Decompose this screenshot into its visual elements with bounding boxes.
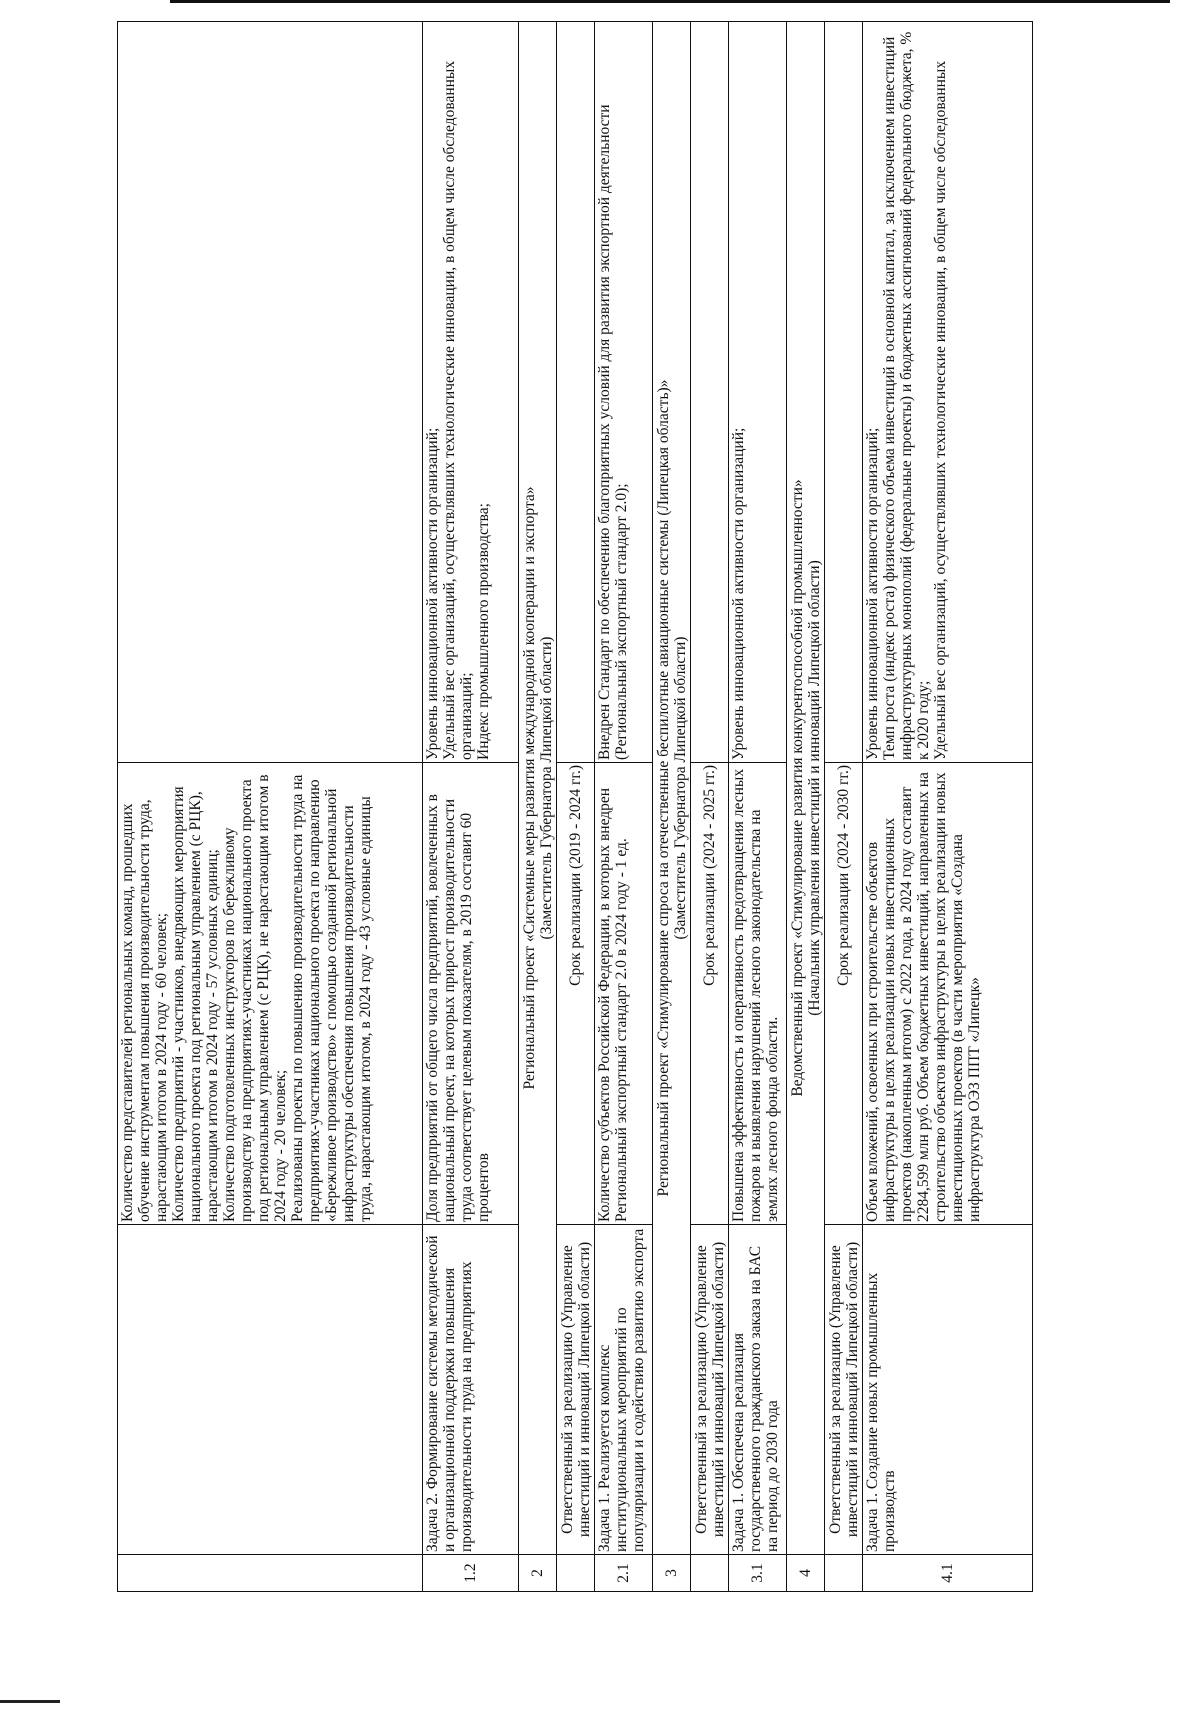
result-cell: Объем вложений, освоенных при строительстве объектов инфраструктуры в целях реализации новых инвестиционных проектов (накопленным итогом) с 2022 года, в 2024 году составит 2284,599 млн руб. Объем бюджетных инвестиций, направленных на строительство объектов инфраструктуры в целях реализации новых инвестиционных проектов (в части мероприятия «Создана инфраструктура ОЭЗ ППТ «Липецк» — [863, 763, 1033, 1225]
row-number: 3 — [653, 1555, 691, 1592]
responsible-cell: Ответственный за реализацию (Управление инвестиций и инноваций Липецкой области) — [691, 1225, 729, 1555]
table-row — [729, 22, 787, 1592]
task-cell: Задача 2. Формирование системы методической и организационной поддержки повышения производительности труда на предприятиях — [423, 1225, 519, 1555]
program-table — [117, 21, 1033, 1592]
result-line: Количество предприятий - участников, внедряющих мероприятия национального проекта под региональным управлением (с РЦК), нарастающим итогом в 2024 году - 57 условных единиц; — [170, 786, 221, 1222]
project-title: Ведомственный проект «Стимулирование развития конкурентоспособной промышленности» (Начальник управления инвестиций и инноваций Липецкой области) — [787, 22, 825, 1555]
responsible-cell: Ответственный за реализацию (Управление инвестиций и инноваций Липецкой области) — [825, 1225, 863, 1555]
result-line: Реализованы проекты по повышению производительности труда на предприятиях-участниках национального проекта по направлению «Бережливое производство» с помощью созданной региональной инфраструктуры обеспечения повышения производительности труда, нарастающим итогом, в 2024 году - 43 условные единицы — [289, 774, 374, 1222]
task-cell: Задача 1. Создание новых промышленных производств — [863, 1225, 1033, 1555]
row-number: 4 — [787, 1555, 825, 1592]
term-cell: Срок реализации (2019 - 2024 гг.) — [557, 763, 595, 1225]
responsible-row — [825, 22, 863, 1592]
responsible-row — [557, 22, 595, 1592]
result-cell: Доля предприятий от общего числа предприятий, вовлеченных в национальный проект, на которых прирост производительности труда соответствует целевым показателям, в 2019 составит 60 процентов — [423, 763, 519, 1225]
project-header-row — [653, 22, 691, 1592]
task-cell: Задача 1. Реализуется комплекс институциональных мероприятий по популяризации и содействию развитию экспорта — [595, 1225, 653, 1555]
row-number: 3.1 — [729, 1555, 787, 1592]
row-number: 2 — [519, 1555, 557, 1592]
rotated-document — [117, 22, 1137, 1592]
row-number: 4.1 — [863, 1555, 1033, 1592]
result-cell: Повышена эффективность и оперативность предотвращения лесных пожаров и выявления нарушений лесного законодательства на землях лесного фонда области. — [729, 763, 787, 1225]
table-row — [595, 22, 653, 1592]
term-cell: Срок реализации (2024 - 2025 гг.) — [691, 763, 729, 1225]
responsible-row — [691, 22, 729, 1592]
result-cell — [118, 763, 423, 1225]
project-title: Региональный проект «Стимулирование спроса на отечественные беспилотные авиационные системы (Липецкая область)» (Заместитель Губернатора Липецкой области) — [653, 22, 691, 1555]
result-cell: Количество субъектов Российской Федерации, в которых внедрен Региональный экспортный стандарт 2.0 в 2024 году - 1 ед. — [595, 763, 653, 1225]
indicator-cell: Внедрен Стандарт по обеспечению благоприятных условий для развития экспортной деятельности (Региональный экспортный стандарт 2.0); — [595, 22, 653, 763]
indicator-cell: Уровень инновационной активности организаций; Темп роста (индекс роста) физического объема инвестиций в основной капитал, за исключением инвестиций инфраструктурных монополий (федеральные проекты) и бюджетных ассигнований федерального бюджета, % к 2020 году; Удельный вес организаций, осуществлявших технологические инновации, в общем числе обследованных — [863, 22, 1033, 763]
indicator-cell: Уровень инновационной активности организаций; Удельный вес организаций, осуществлявших технологические инновации, в общем числе обследованных организаций; Индекс промышленного производства; — [423, 22, 519, 763]
row-number: 2.1 — [595, 1555, 653, 1592]
term-cell: Срок реализации (2024 - 2030 гг.) — [825, 763, 863, 1225]
table-row — [118, 22, 423, 1592]
result-line: Количество представителей региональных команд, прошедших обучение инструментам повышения производительности труда, нарастающим итогом в 2024 году - 60 человек; — [119, 799, 170, 1222]
indicator-cell: Уровень инновационной активности организаций; — [729, 22, 787, 763]
scan-mark — [0, 1700, 60, 1703]
task-cell: Задача 1. Обеспечена реализация государственного гражданского заказа на БАС на период до 2030 года — [729, 1225, 787, 1555]
result-line: Количество подготовленных инструкторов по бережливому производству на предприятиях-участниках национального проекта под региональным управлением (с РЦК), не нарастающим итогом в 2024 году - 20 человек; — [221, 774, 289, 1222]
project-header-row — [519, 22, 557, 1592]
responsible-cell: Ответственный за реализацию (Управление инвестиций и инноваций Липецкой области) — [557, 1225, 595, 1555]
scan-edge — [170, 0, 1170, 3]
project-header-row — [787, 22, 825, 1592]
project-title: Региональный проект «Системные меры развития международной кооперации и экспорта» (Заместитель Губернатора Липецкой области) — [519, 22, 557, 1555]
row-number: 1.2 — [423, 1555, 519, 1592]
table-row — [863, 22, 1033, 1592]
table-row — [423, 22, 519, 1592]
